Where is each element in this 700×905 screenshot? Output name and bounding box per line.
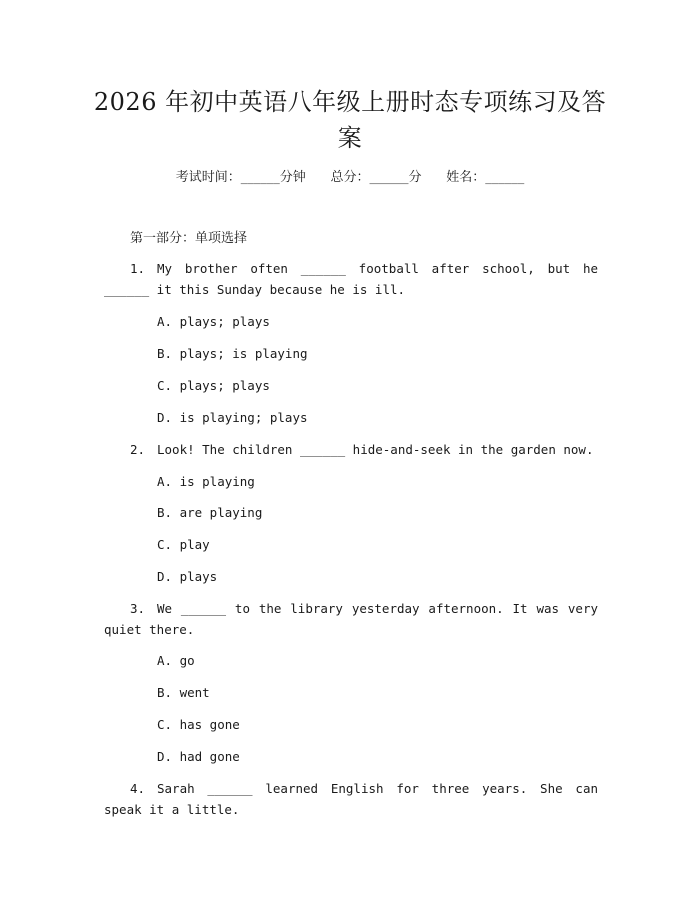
question-1-option-a: A. plays; plays: [157, 314, 270, 329]
question-text: We ______ to the library yesterday afternoon. It was very quiet there.: [104, 601, 598, 637]
question-3-option-d: D. had gone: [157, 749, 240, 764]
question-1-option-b: B. plays; is playing: [157, 346, 308, 361]
question-number: 3.: [130, 601, 146, 616]
question-number: 2.: [130, 442, 146, 457]
question-text: My brother often ______ football after school, but he ______ it this Sunday because he is ill.: [104, 261, 598, 297]
question-2-option-b: B. are playing: [157, 505, 263, 520]
question-text: Sarah ______ learned English for three years. She can speak it a little.: [104, 781, 598, 817]
question-1-option-c: C. plays; plays: [157, 378, 270, 393]
question-2: [104, 440, 598, 461]
question-3-option-c: C. has gone: [157, 717, 240, 732]
question-1: [104, 259, 598, 300]
question-3-option-b: B. went: [157, 685, 210, 700]
question-2-option-c: C. play: [157, 537, 210, 552]
exam-info-line: 考试时间：______分钟 总分：______分 姓名：______: [175, 170, 525, 185]
question-number: 1.: [130, 261, 146, 276]
question-4: [104, 779, 598, 820]
question-2-option-a: A. is playing: [157, 474, 255, 489]
page-title: 2026 年初中英语八年级上册时态专项练习及答案: [93, 88, 607, 152]
section-heading: 第一部分：单项选择: [130, 231, 248, 246]
question-3: [104, 599, 598, 640]
question-3-option-a: A. go: [157, 653, 195, 668]
question-2-option-d: D. plays: [157, 569, 218, 584]
question-1-option-d: D. is playing; plays: [157, 410, 308, 425]
question-text: Look! The children ______ hide-and-seek in the garden now.: [157, 442, 594, 457]
question-number: 4.: [130, 781, 146, 796]
